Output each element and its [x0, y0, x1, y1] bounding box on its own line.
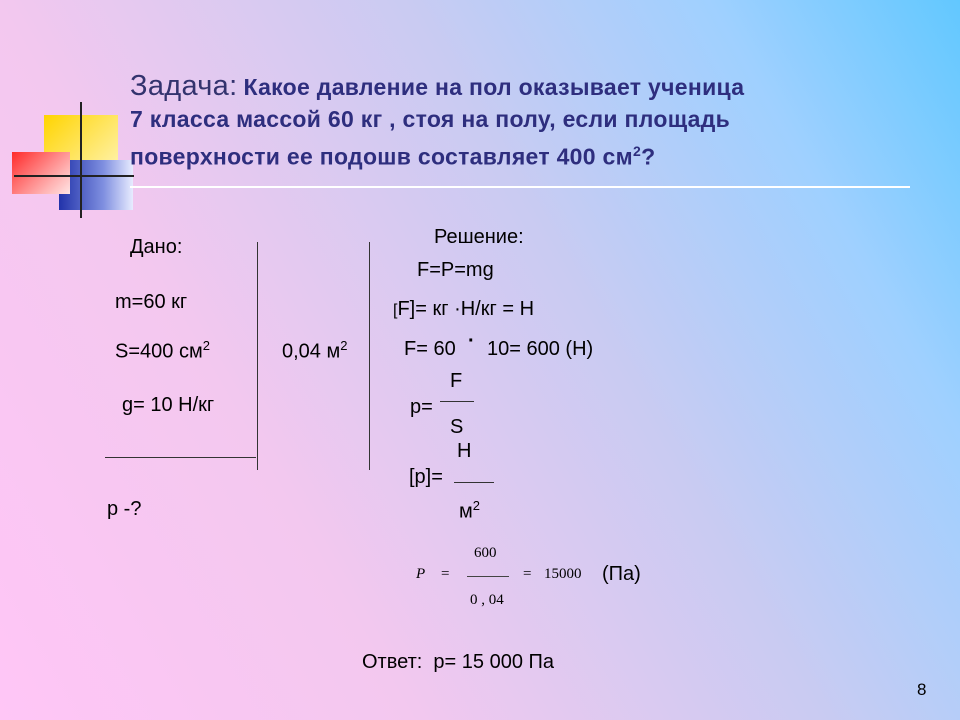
title-underline: [130, 186, 910, 188]
calc-fraction-bar: [467, 576, 509, 577]
solution-divider-vertical: [369, 242, 370, 470]
calc-result: 15000: [544, 566, 582, 582]
given-area: [115, 338, 210, 364]
given-area-superscript: 2: [202, 338, 210, 353]
given-g: g= 10 Н/кг: [122, 394, 215, 416]
given-area-si-superscript: 2: [340, 338, 348, 353]
decor-red-square: [12, 152, 70, 194]
pressure-lhs: p=: [410, 396, 433, 418]
calc-equals-1: =: [441, 566, 450, 582]
pressure-denominator: S: [450, 416, 464, 438]
page-number: 8: [917, 680, 927, 699]
unit-denominator-text: м: [459, 500, 473, 523]
decor-vertical-line: [80, 102, 82, 218]
formula-force-units: [393, 298, 534, 321]
calc-unit: (Па): [602, 563, 641, 585]
title-superscript: 2: [632, 143, 642, 159]
title-line-2: 7 класса массой 60 кг , стоя на полу, если площадь: [130, 106, 731, 132]
title-line-1: Какое давление на пол оказывает ученица: [243, 74, 745, 100]
slide-title: [130, 70, 910, 173]
formula-force-calc-dot: ·: [468, 330, 475, 352]
calc-equals-2: =: [523, 566, 532, 582]
given-mass: m=60 кг: [115, 291, 188, 313]
decor-horizontal-line: [14, 175, 134, 177]
formula-force-units-text: F]= кг ·Н/кг = Н: [397, 298, 535, 320]
unit-denominator-superscript: 2: [472, 498, 480, 513]
title-question-mark: ?: [641, 143, 656, 170]
calc-p-symbol: P: [416, 566, 426, 582]
unit-numerator: Н: [457, 440, 472, 462]
answer-line: Ответ: p= 15 000 Па: [362, 651, 554, 673]
given-area-text: S=400 см: [115, 340, 203, 363]
given-area-si: [282, 338, 347, 364]
pressure-numerator: F: [450, 370, 463, 392]
given-divider-horizontal: [105, 457, 256, 458]
find-p: p -?: [107, 498, 142, 520]
given-area-si-text: 0,04 м: [282, 340, 341, 363]
formula-force-calc-b: 10= 600 (Н): [487, 338, 594, 360]
pressure-fraction-bar: [440, 401, 474, 402]
formula-force: F=P=mg: [417, 259, 494, 281]
solution-heading: Решение:: [434, 226, 524, 248]
calc-numerator: 600: [474, 545, 497, 561]
formula-force-calc-a: F= 60: [404, 338, 456, 360]
calc-denominator: 0 , 04: [470, 592, 504, 608]
decor-blue-square: [59, 160, 133, 210]
title-label: Задача:: [130, 70, 238, 102]
unit-denominator: [459, 498, 480, 524]
unit-fraction-bar: [454, 482, 494, 483]
title-line-3: поверхности ее подошв составляет 400 см: [130, 143, 633, 170]
bracket-open: [: [393, 302, 398, 319]
given-heading: Дано:: [130, 236, 183, 258]
given-divider-vertical: [257, 242, 258, 470]
unit-lhs: [p]=: [409, 466, 443, 488]
